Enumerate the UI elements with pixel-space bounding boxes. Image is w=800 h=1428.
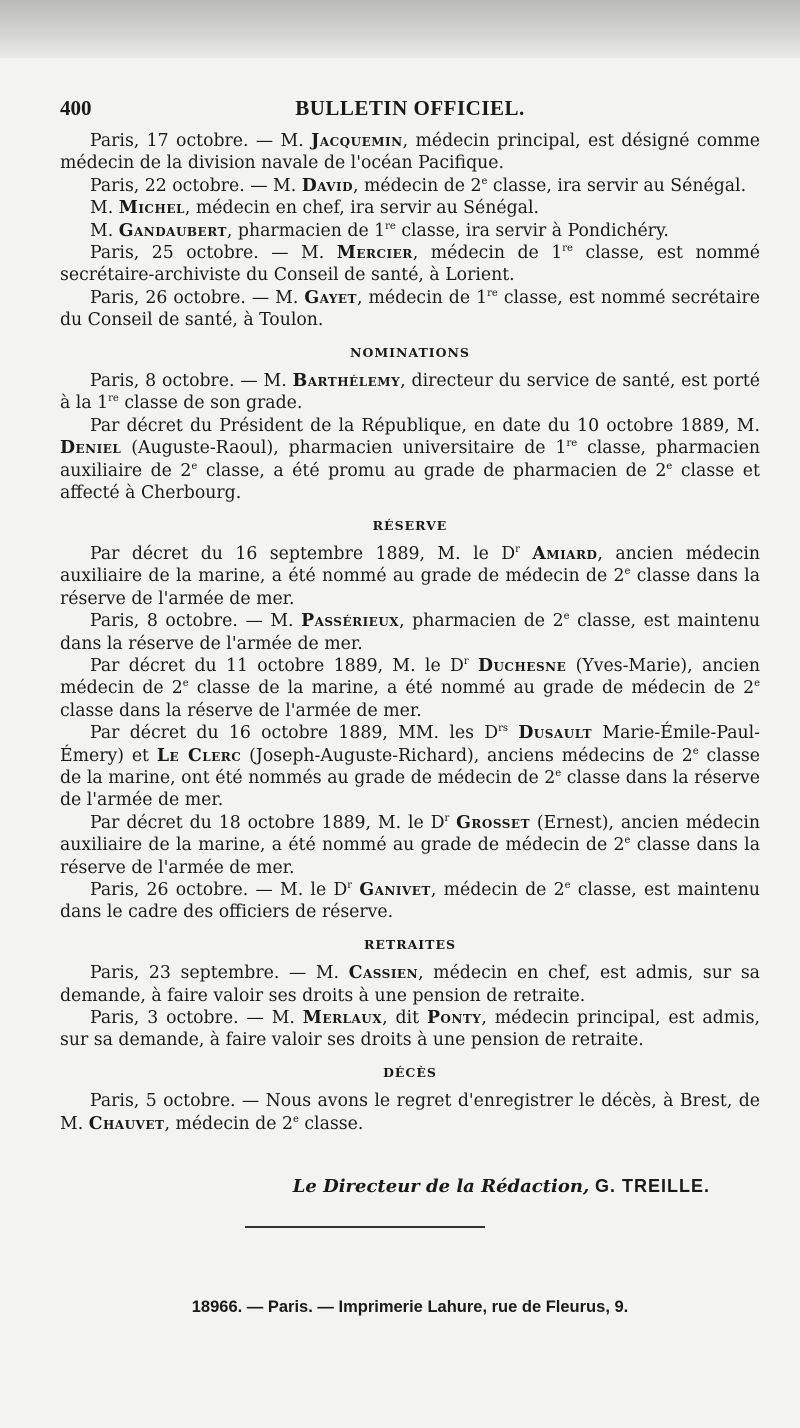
scan-top-shadow xyxy=(0,0,800,58)
paragraph-dusault-le-clerc: Par décret du 16 octobre 1889, MM. les $D^{rs}$ Dusault Marie-Émile-Paul-Émery) et Le Clerc (Joseph-Auguste-Richard), anciens médecins de 2e classe de la marine, ont été nommés au grade de médecin de 2e classe dans la réserve de l'armée de mer. xyxy=(60,723,761,811)
document-body xyxy=(60,130,760,1228)
printer-imprint: 18966. — Paris. — Imprimerie Lahure, rue de Fleurus, 9. xyxy=(191,1298,629,1316)
paragraph-barthelemy: Paris, 8 octobre. — M. Barthélemy, directeur du service de santé, est porté à la 1re classe de son grade. xyxy=(60,371,760,414)
paragraph-duchesne: Par décret du 11 octobre 1889, M. le $D^r$ Duchesne (Yves-Marie), ancien médecin de 2e classe de la marine, a été nommé au grade de médecin de 2e classe dans la réserve de l'armée de mer. xyxy=(60,655,760,721)
section-heading-retraites: RETRAITES xyxy=(363,936,456,952)
signature-role: Le Directeur de la Rédaction, xyxy=(292,1176,590,1198)
paragraph-gandaubert: M. Gandaubert, pharmacien de 1re classe, ira servir à Pondichéry. xyxy=(90,220,669,241)
footer-rule xyxy=(245,1226,485,1228)
signature-name: G. TREILLE. xyxy=(594,1176,710,1197)
paragraph-amiard: Par décret du 16 septembre 1889, M. le $D^r$ Amiard, ancien médecin auxiliaire de la marine, a été nommé au grade de médecin de 2e classe dans la réserve de l'armée de mer. xyxy=(60,543,761,609)
section-heading-nominations: NOMINATIONS xyxy=(350,344,470,360)
paragraph-gayet: Paris, 26 octobre. — M. Gayet, médecin de 1re classe, est nommé secrétaire du Conseil de santé, à Toulon. xyxy=(60,287,760,331)
page-number: 400 xyxy=(60,96,92,120)
paragraph-chauvet: Paris, 5 octobre. — Nous avons le regret d'enregistrer le décès, à Brest, de M. Chauvet, médecin de 2e classe. xyxy=(60,1091,760,1134)
paragraph-deniel: Par décret du Président de la République, en date du 10 octobre 1889, M. Deniel (Auguste-Raoul), pharmacien universitaire de 1re classe, pharmacien auxiliaire de 2e classe, a été promu au grade de pharmacien de 2e classe et affecté à Cherbourg. xyxy=(60,415,760,504)
signature-line xyxy=(60,1175,760,1198)
paragraph-passerieux: Paris, 8 octobre. — M. Passérieux, pharmacien de 2e classe, est maintenu dans la réserve de l'armée de mer. xyxy=(60,611,760,654)
paragraph-mercier: Paris, 25 octobre. — M. Mercier, médecin de 1re classe, est nommé secrétaire-archiviste du Conseil de santé, à Lorient. xyxy=(60,243,760,286)
section-heading-reserve: RÉSERVE xyxy=(372,517,448,533)
paragraph-david: Paris, 22 octobre. — M. David, médecin de 2e classe, ira servir au Sénégal. xyxy=(90,175,747,196)
paragraph-ganivet: Paris, 26 octobre. — M. le $D^r$ Ganivet, médecin de 2e classe, est maintenu dans le cadre des officiers de réserve. xyxy=(60,880,761,923)
paragraph-cassien: Paris, 23 septembre. — M. Cassien, médecin en chef, est admis, sur sa demande, à faire valoir ses droits à une pension de retraite. xyxy=(60,963,760,1006)
paragraph-michel: M. Michel, médecin en chef, ira servir au Sénégal. xyxy=(90,198,539,219)
paragraph-merlaux: Paris, 3 octobre. — M. Merlaux, dit Ponty, médecin principal, est admis, sur sa demande, à faire valoir ses droits à une pension de retraite. xyxy=(60,1008,760,1051)
section-heading-deces: DÉCÈS xyxy=(383,1064,437,1080)
running-title: BULLETIN OFFICIEL. xyxy=(295,96,525,120)
paragraph-jacquemin: Paris, 17 octobre. — M. Jacquemin, médecin principal, est désigné comme médecin de la division navale de l'océan Pacifique. xyxy=(60,131,760,174)
paragraph-grosset: Par décret du 18 octobre 1889, M. le $D^r$ Grosset (Ernest), ancien médecin auxiliaire de la marine, a été nommé au grade de médecin de 2e classe dans la réserve de l'armée de mer. xyxy=(60,812,760,878)
page-header xyxy=(60,96,760,122)
